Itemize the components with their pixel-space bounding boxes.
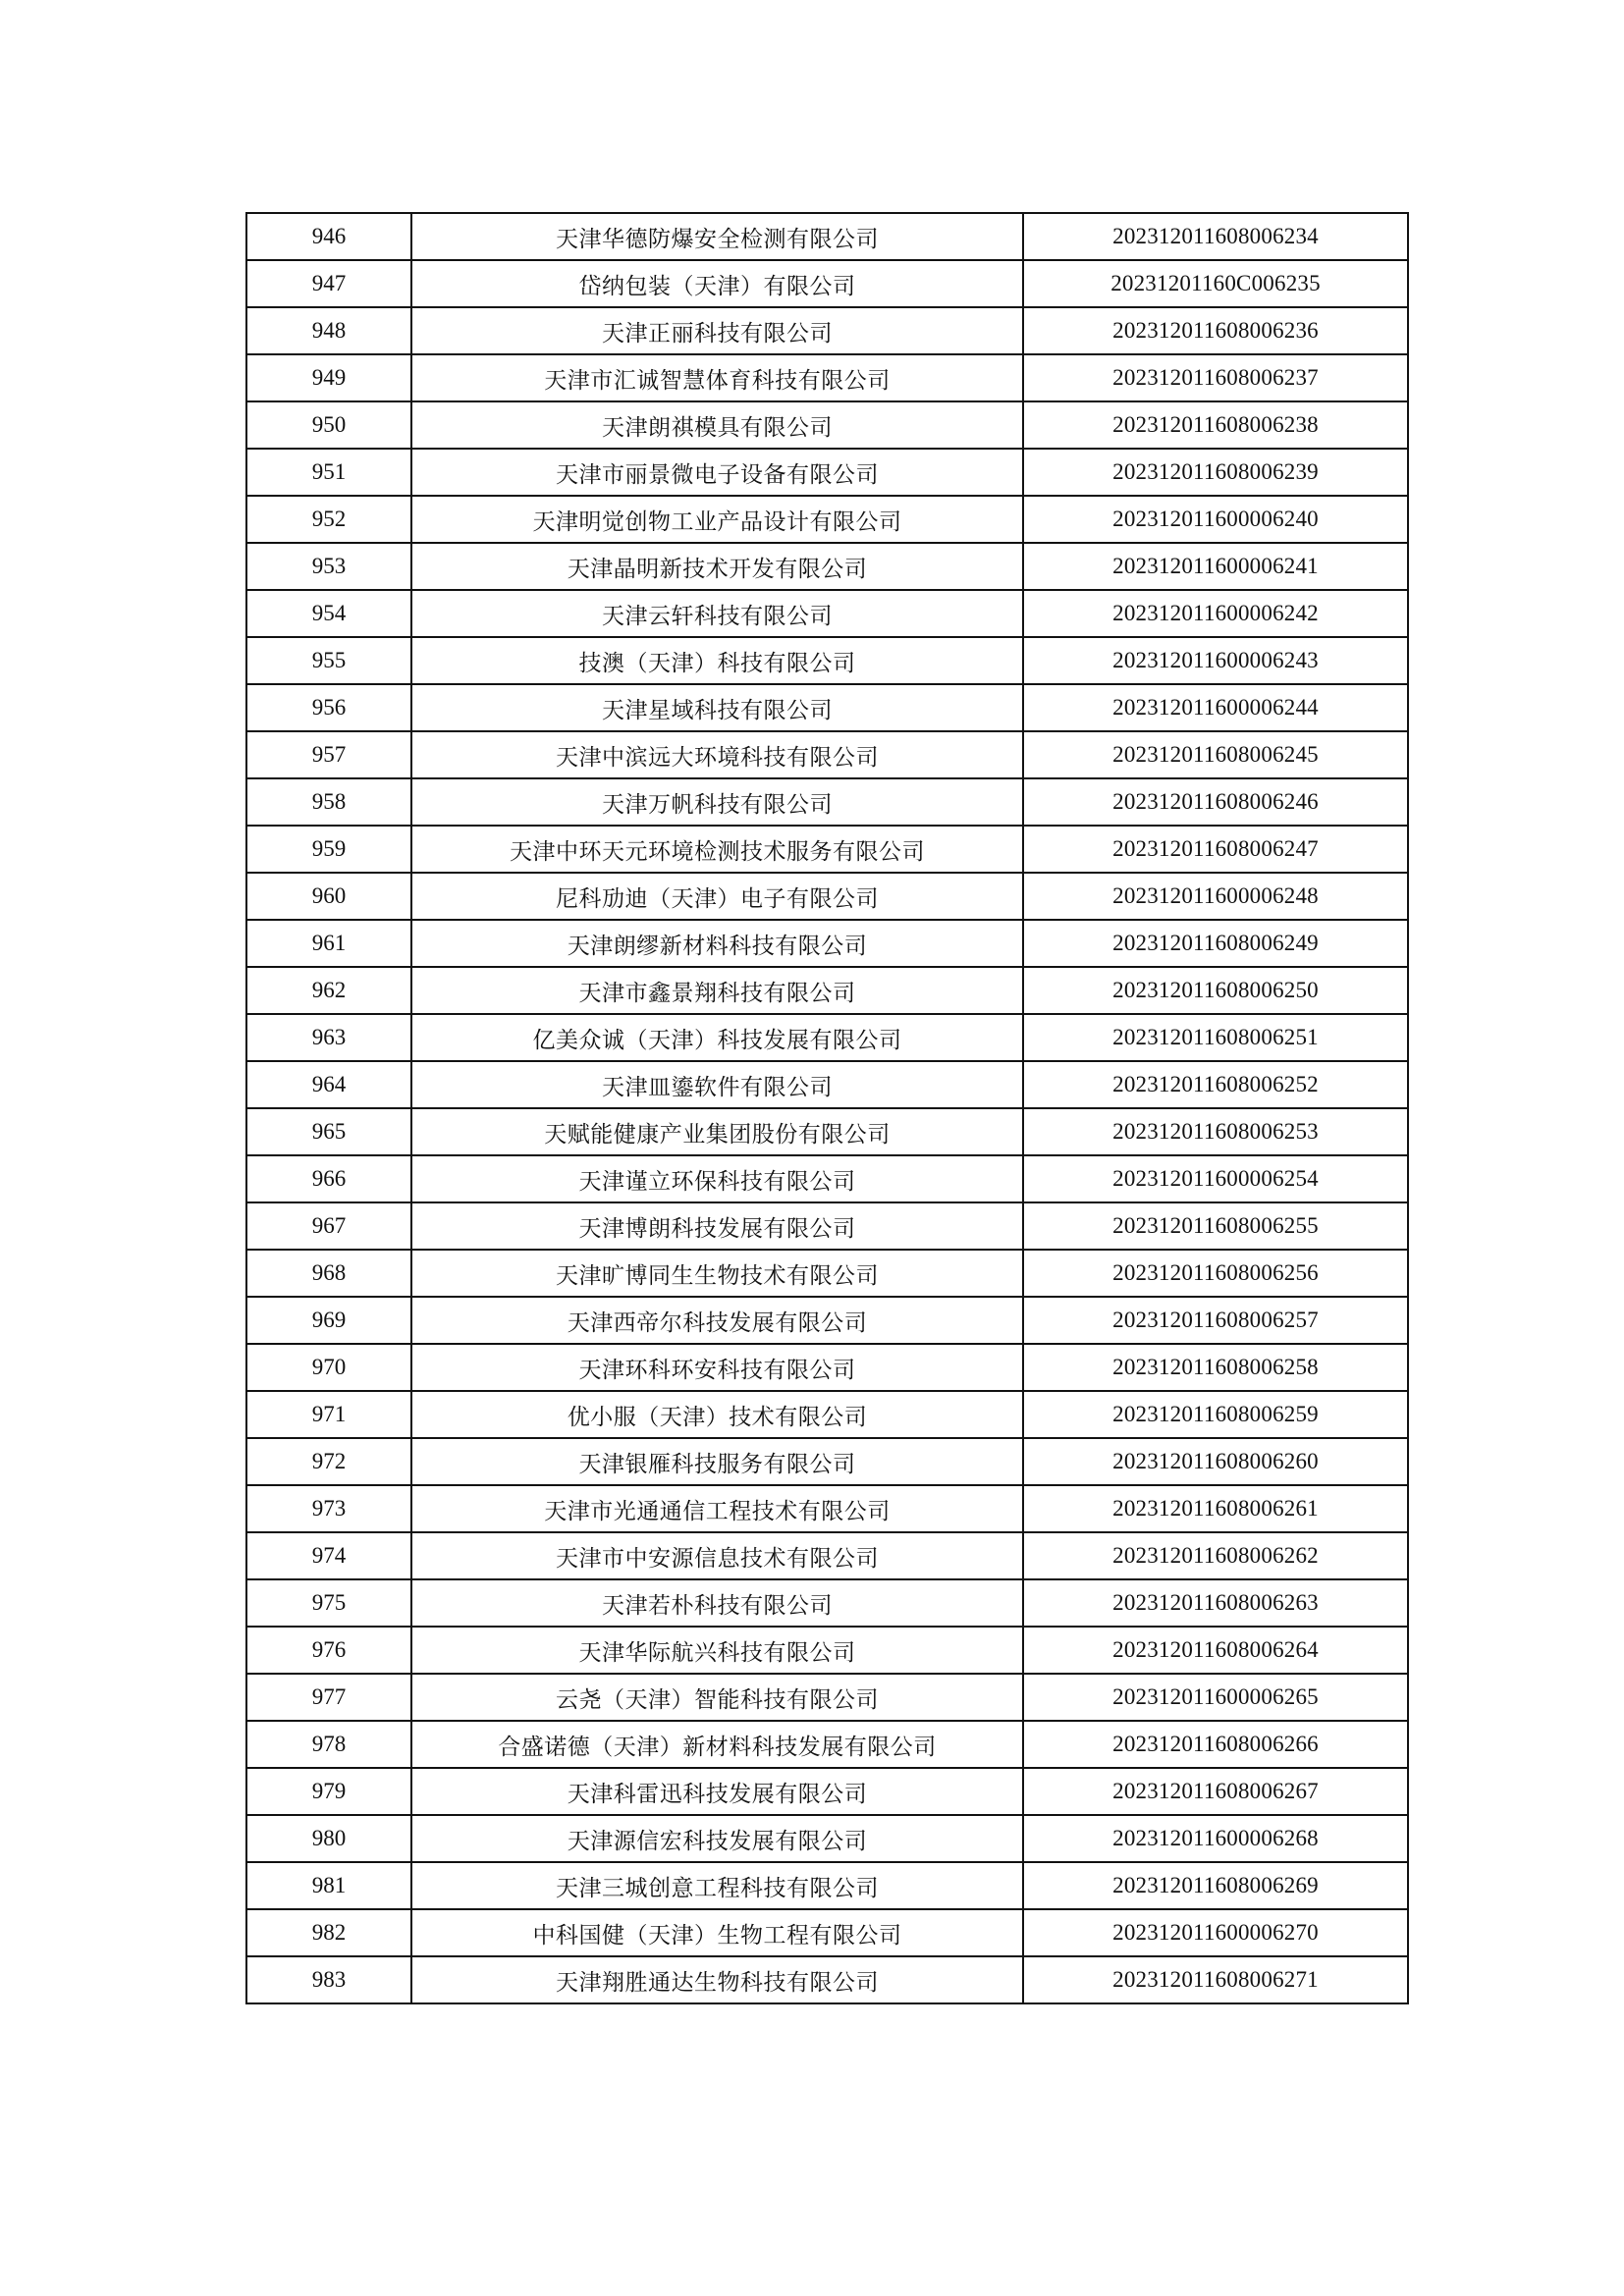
registration-code-cell: 202312011608006261	[1023, 1485, 1408, 1532]
company-name-cell: 天津市丽景微电子设备有限公司	[411, 449, 1023, 496]
row-number-cell: 964	[246, 1061, 411, 1108]
registration-code-cell: 202312011608006249	[1023, 920, 1408, 967]
row-number-cell: 960	[246, 873, 411, 920]
table-row	[246, 731, 1408, 778]
table-row	[246, 1438, 1408, 1485]
table-row	[246, 920, 1408, 967]
table-row	[246, 1155, 1408, 1202]
company-name-cell: 天津朗祺模具有限公司	[411, 401, 1023, 449]
row-number-cell: 958	[246, 778, 411, 826]
registration-code-cell: 202312011608006271	[1023, 1956, 1408, 2003]
company-name-cell: 天津星域科技有限公司	[411, 684, 1023, 731]
table-row	[246, 826, 1408, 873]
registration-code-cell: 202312011608006236	[1023, 307, 1408, 354]
registration-code-cell: 202312011608006269	[1023, 1862, 1408, 1909]
company-name-cell: 天津市鑫景翔科技有限公司	[411, 967, 1023, 1014]
registration-code-cell: 202312011608006239	[1023, 449, 1408, 496]
registration-code-cell: 202312011608006250	[1023, 967, 1408, 1014]
table-row	[246, 449, 1408, 496]
company-name-cell: 亿美众诚（天津）科技发展有限公司	[411, 1014, 1023, 1061]
registration-code-cell: 202312011608006234	[1023, 213, 1408, 260]
company-name-cell: 天津翔胜通达生物科技有限公司	[411, 1956, 1023, 2003]
registration-code-cell: 202312011608006258	[1023, 1344, 1408, 1391]
registration-code-cell: 202312011608006251	[1023, 1014, 1408, 1061]
company-name-cell: 天津市中安源信息技术有限公司	[411, 1532, 1023, 1579]
table-row	[246, 778, 1408, 826]
company-name-cell: 天津西帝尔科技发展有限公司	[411, 1297, 1023, 1344]
registration-code-cell: 202312011608006238	[1023, 401, 1408, 449]
table-row	[246, 354, 1408, 401]
registration-code-cell: 202312011608006245	[1023, 731, 1408, 778]
registration-code-cell: 202312011608006255	[1023, 1202, 1408, 1250]
row-number-cell: 954	[246, 590, 411, 637]
row-number-cell: 963	[246, 1014, 411, 1061]
company-name-cell: 天津晶明新技术开发有限公司	[411, 543, 1023, 590]
registration-code-cell: 202312011600006265	[1023, 1674, 1408, 1721]
registration-code-cell: 202312011608006256	[1023, 1250, 1408, 1297]
row-number-cell: 965	[246, 1108, 411, 1155]
company-name-cell: 天赋能健康产业集团股份有限公司	[411, 1108, 1023, 1155]
company-name-cell: 天津中环天元环境检测技术服务有限公司	[411, 826, 1023, 873]
company-name-cell: 天津博朗科技发展有限公司	[411, 1202, 1023, 1250]
company-name-cell: 天津科雷迅科技发展有限公司	[411, 1768, 1023, 1815]
registration-code-cell: 202312011608006257	[1023, 1297, 1408, 1344]
company-name-cell: 天津万帆科技有限公司	[411, 778, 1023, 826]
row-number-cell: 983	[246, 1956, 411, 2003]
registration-code-cell: 202312011608006266	[1023, 1721, 1408, 1768]
registration-code-cell: 202312011608006246	[1023, 778, 1408, 826]
company-name-cell: 天津朗缪新材料科技有限公司	[411, 920, 1023, 967]
company-name-cell: 天津华际航兴科技有限公司	[411, 1627, 1023, 1674]
row-number-cell: 966	[246, 1155, 411, 1202]
row-number-cell: 972	[246, 1438, 411, 1485]
row-number-cell: 947	[246, 260, 411, 307]
registration-code-cell: 202312011600006244	[1023, 684, 1408, 731]
company-registry-table	[245, 212, 1409, 2004]
company-name-cell: 中科国健（天津）生物工程有限公司	[411, 1909, 1023, 1956]
row-number-cell: 980	[246, 1815, 411, 1862]
registration-code-cell: 202312011608006252	[1023, 1061, 1408, 1108]
table-row	[246, 1768, 1408, 1815]
row-number-cell: 949	[246, 354, 411, 401]
row-number-cell: 979	[246, 1768, 411, 1815]
company-name-cell: 天津源信宏科技发展有限公司	[411, 1815, 1023, 1862]
registration-code-cell: 202312011608006267	[1023, 1768, 1408, 1815]
row-number-cell: 977	[246, 1674, 411, 1721]
registration-code-cell: 202312011608006262	[1023, 1532, 1408, 1579]
table-row	[246, 1297, 1408, 1344]
table-row	[246, 260, 1408, 307]
table-row	[246, 1532, 1408, 1579]
table-row	[246, 1909, 1408, 1956]
row-number-cell: 951	[246, 449, 411, 496]
row-number-cell: 946	[246, 213, 411, 260]
registration-code-cell: 202312011600006242	[1023, 590, 1408, 637]
registration-code-cell: 202312011608006263	[1023, 1579, 1408, 1627]
company-name-cell: 天津银雁科技服务有限公司	[411, 1438, 1023, 1485]
table-body	[246, 213, 1408, 2003]
registration-code-cell: 202312011608006237	[1023, 354, 1408, 401]
table-row	[246, 1061, 1408, 1108]
row-number-cell: 959	[246, 826, 411, 873]
company-name-cell: 天津皿鎏软件有限公司	[411, 1061, 1023, 1108]
row-number-cell: 957	[246, 731, 411, 778]
company-name-cell: 天津中滨远大环境科技有限公司	[411, 731, 1023, 778]
company-name-cell: 技澳（天津）科技有限公司	[411, 637, 1023, 684]
row-number-cell: 976	[246, 1627, 411, 1674]
row-number-cell: 982	[246, 1909, 411, 1956]
registration-code-cell: 202312011600006241	[1023, 543, 1408, 590]
registration-code-cell: 202312011600006248	[1023, 873, 1408, 920]
table-row	[246, 590, 1408, 637]
table-row	[246, 1815, 1408, 1862]
company-name-cell: 天津华德防爆安全检测有限公司	[411, 213, 1023, 260]
row-number-cell: 971	[246, 1391, 411, 1438]
row-number-cell: 969	[246, 1297, 411, 1344]
row-number-cell: 970	[246, 1344, 411, 1391]
row-number-cell: 981	[246, 1862, 411, 1909]
table-row	[246, 307, 1408, 354]
registration-code-cell: 20231201160C006235	[1023, 260, 1408, 307]
table-row	[246, 213, 1408, 260]
registration-code-cell: 202312011600006268	[1023, 1815, 1408, 1862]
row-number-cell: 956	[246, 684, 411, 731]
row-number-cell: 953	[246, 543, 411, 590]
table-row	[246, 873, 1408, 920]
company-name-cell: 岱纳包装（天津）有限公司	[411, 260, 1023, 307]
registration-code-cell: 202312011600006270	[1023, 1909, 1408, 1956]
row-number-cell: 967	[246, 1202, 411, 1250]
table-row	[246, 1721, 1408, 1768]
table-row	[246, 1344, 1408, 1391]
registration-code-cell: 202312011608006260	[1023, 1438, 1408, 1485]
table-row	[246, 1014, 1408, 1061]
table-row	[246, 637, 1408, 684]
registration-code-cell: 202312011608006264	[1023, 1627, 1408, 1674]
registration-code-cell: 202312011608006247	[1023, 826, 1408, 873]
row-number-cell: 962	[246, 967, 411, 1014]
table-row	[246, 1956, 1408, 2003]
company-name-cell: 优小服（天津）技术有限公司	[411, 1391, 1023, 1438]
company-name-cell: 合盛诺德（天津）新材料科技发展有限公司	[411, 1721, 1023, 1768]
company-name-cell: 天津环科环安科技有限公司	[411, 1344, 1023, 1391]
table-row	[246, 1391, 1408, 1438]
row-number-cell: 955	[246, 637, 411, 684]
company-name-cell: 云尧（天津）智能科技有限公司	[411, 1674, 1023, 1721]
row-number-cell: 961	[246, 920, 411, 967]
table-row	[246, 496, 1408, 543]
registration-code-cell: 202312011608006259	[1023, 1391, 1408, 1438]
company-name-cell: 天津市汇诚智慧体育科技有限公司	[411, 354, 1023, 401]
row-number-cell: 948	[246, 307, 411, 354]
table-row	[246, 1250, 1408, 1297]
row-number-cell: 978	[246, 1721, 411, 1768]
table-row	[246, 401, 1408, 449]
row-number-cell: 952	[246, 496, 411, 543]
table-row	[246, 967, 1408, 1014]
table-row	[246, 684, 1408, 731]
registration-code-cell: 202312011600006240	[1023, 496, 1408, 543]
row-number-cell: 968	[246, 1250, 411, 1297]
company-name-cell: 尼科劢迪（天津）电子有限公司	[411, 873, 1023, 920]
registration-code-cell: 202312011600006254	[1023, 1155, 1408, 1202]
company-name-cell: 天津市光通通信工程技术有限公司	[411, 1485, 1023, 1532]
table-row	[246, 1485, 1408, 1532]
table-row	[246, 1108, 1408, 1155]
company-name-cell: 天津明觉创物工业产品设计有限公司	[411, 496, 1023, 543]
table-row	[246, 543, 1408, 590]
company-name-cell: 天津三城创意工程科技有限公司	[411, 1862, 1023, 1909]
row-number-cell: 975	[246, 1579, 411, 1627]
company-name-cell: 天津旷博同生生物技术有限公司	[411, 1250, 1023, 1297]
row-number-cell: 974	[246, 1532, 411, 1579]
row-number-cell: 950	[246, 401, 411, 449]
company-name-cell: 天津若朴科技有限公司	[411, 1579, 1023, 1627]
registration-code-cell: 202312011608006253	[1023, 1108, 1408, 1155]
company-name-cell: 天津正丽科技有限公司	[411, 307, 1023, 354]
registration-code-cell: 202312011600006243	[1023, 637, 1408, 684]
table-row	[246, 1862, 1408, 1909]
table-row	[246, 1674, 1408, 1721]
company-name-cell: 天津谨立环保科技有限公司	[411, 1155, 1023, 1202]
table-row	[246, 1627, 1408, 1674]
table-row	[246, 1579, 1408, 1627]
table-row	[246, 1202, 1408, 1250]
row-number-cell: 973	[246, 1485, 411, 1532]
company-name-cell: 天津云轩科技有限公司	[411, 590, 1023, 637]
